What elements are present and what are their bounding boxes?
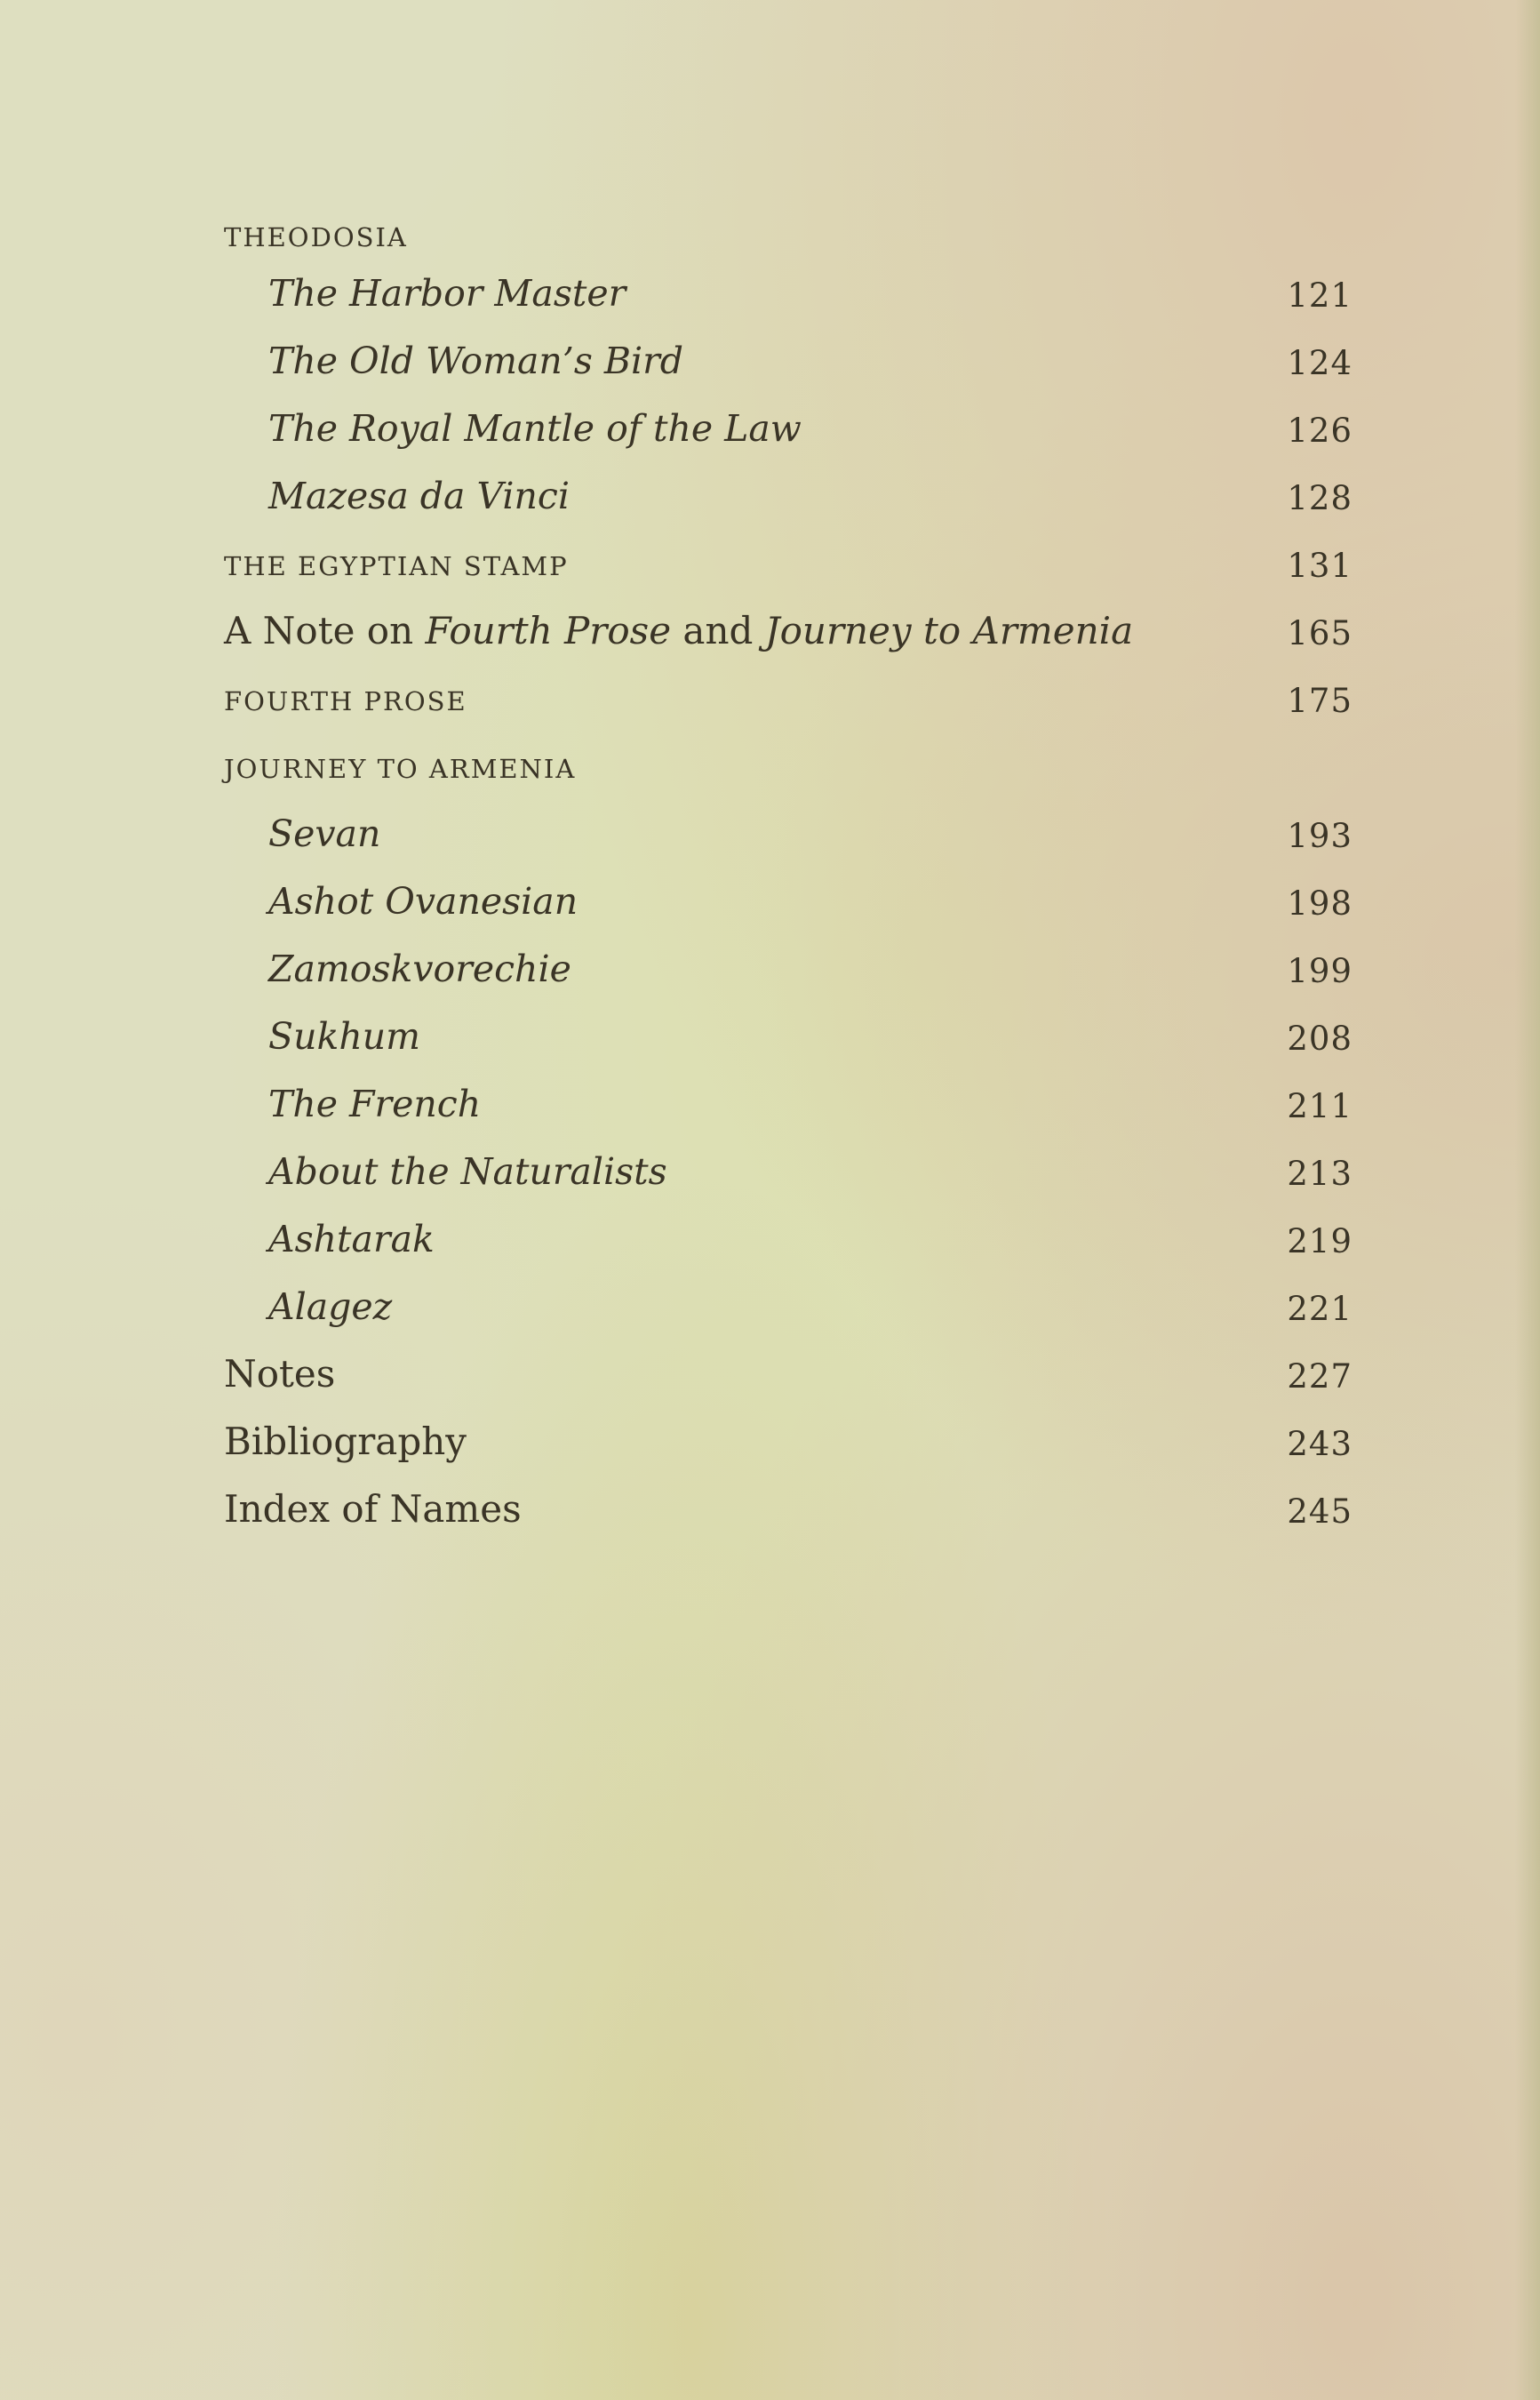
toc-page-number: 124 bbox=[1287, 344, 1352, 382]
toc-page-number: 165 bbox=[1287, 614, 1352, 652]
toc-page-number: 243 bbox=[1287, 1425, 1352, 1463]
toc-entry-harbor-master[interactable] bbox=[224, 260, 1352, 327]
toc-section-egyptian-stamp[interactable] bbox=[224, 530, 1352, 597]
toc-entry-old-womans-bird[interactable] bbox=[224, 327, 1352, 395]
toc-note-middle: and bbox=[671, 609, 765, 652]
toc-page-number: 198 bbox=[1287, 884, 1352, 923]
toc-entry-ashtarak[interactable] bbox=[224, 1205, 1352, 1273]
table-of-contents bbox=[224, 213, 1352, 1543]
toc-entry-alagez[interactable] bbox=[224, 1273, 1352, 1340]
toc-page-number: 131 bbox=[1287, 547, 1352, 585]
toc-entry-title: The Royal Mantle of the Law bbox=[268, 407, 802, 450]
toc-page-number: 213 bbox=[1287, 1155, 1352, 1193]
toc-entry-sevan[interactable] bbox=[224, 800, 1352, 868]
toc-section-title: FOURTH PROSE bbox=[224, 686, 467, 716]
toc-entry-notes[interactable] bbox=[224, 1340, 1352, 1408]
toc-note-prefix: A Note on bbox=[224, 609, 426, 652]
toc-entry-title: The French bbox=[268, 1083, 482, 1125]
toc-entry-french[interactable] bbox=[224, 1070, 1352, 1138]
toc-note-italic-fourth-prose: Fourth Prose bbox=[425, 609, 672, 652]
toc-page-number: 227 bbox=[1287, 1357, 1352, 1396]
toc-section-title: THE EGYPTIAN STAMP bbox=[224, 551, 569, 581]
toc-entry-note[interactable] bbox=[224, 597, 1352, 665]
toc-entry-title: Sukhum bbox=[268, 1015, 421, 1058]
toc-section-title: THEODOSIA bbox=[224, 222, 408, 252]
toc-entry-title: Sevan bbox=[268, 812, 381, 855]
toc-entry-title: The Old Woman’s Bird bbox=[268, 340, 684, 382]
toc-entry-title: Mazesa da Vinci bbox=[268, 475, 571, 517]
toc-entry-title bbox=[224, 609, 1133, 652]
page-edge bbox=[1515, 0, 1540, 2400]
toc-entry-sukhum[interactable] bbox=[224, 1003, 1352, 1070]
toc-entry-title: Alagez bbox=[268, 1285, 393, 1328]
toc-entry-title: Bibliography bbox=[224, 1420, 467, 1463]
toc-section-theodosia bbox=[224, 213, 1352, 260]
toc-entry-royal-mantle[interactable] bbox=[224, 395, 1352, 462]
toc-section-title: JOURNEY TO ARMENIA bbox=[224, 754, 577, 784]
toc-entry-title: Notes bbox=[224, 1352, 336, 1396]
toc-page-number: 245 bbox=[1287, 1492, 1352, 1531]
toc-page-number: 193 bbox=[1287, 817, 1352, 855]
toc-page-number: 199 bbox=[1287, 952, 1352, 990]
toc-entry-naturalists[interactable] bbox=[224, 1138, 1352, 1205]
toc-entry-title: Ashot Ovanesian bbox=[268, 880, 578, 923]
toc-entry-title: Zamoskvorechie bbox=[268, 948, 571, 990]
toc-page-number: 128 bbox=[1287, 479, 1352, 517]
toc-entry-title: The Harbor Master bbox=[268, 272, 626, 315]
toc-page-number: 211 bbox=[1287, 1087, 1352, 1125]
toc-page-number: 221 bbox=[1287, 1290, 1352, 1328]
toc-section-journey bbox=[224, 732, 1352, 800]
toc-section-fourth-prose[interactable] bbox=[224, 665, 1352, 732]
toc-entry-mazesa[interactable] bbox=[224, 462, 1352, 530]
toc-entry-title: About the Naturalists bbox=[268, 1150, 667, 1193]
toc-entry-index[interactable] bbox=[224, 1476, 1352, 1543]
toc-entry-bibliography[interactable] bbox=[224, 1408, 1352, 1476]
toc-entry-zamoskvorechie[interactable] bbox=[224, 935, 1352, 1003]
toc-entry-title: Index of Names bbox=[224, 1487, 522, 1531]
toc-note-italic-journey: Journey to Armenia bbox=[764, 609, 1134, 652]
toc-page-number: 219 bbox=[1287, 1222, 1352, 1260]
toc-page-number: 121 bbox=[1287, 276, 1352, 315]
toc-page-number: 175 bbox=[1287, 682, 1352, 720]
toc-entry-ashot[interactable] bbox=[224, 868, 1352, 935]
toc-entry-title: Ashtarak bbox=[268, 1218, 435, 1260]
toc-page-number: 126 bbox=[1287, 412, 1352, 450]
toc-page-number: 208 bbox=[1287, 1020, 1352, 1058]
